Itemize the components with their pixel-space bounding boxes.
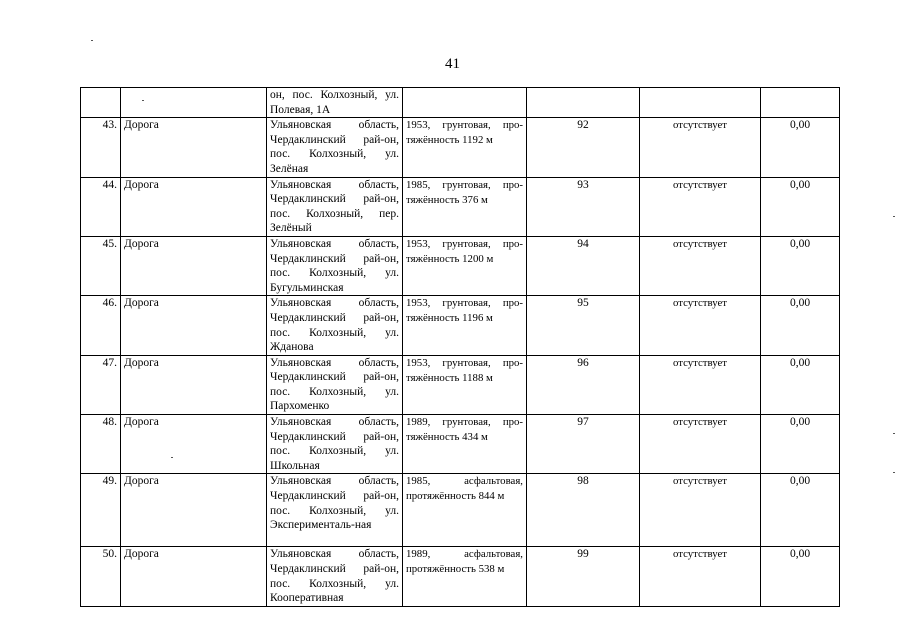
cell-number xyxy=(81,88,121,118)
cell-inventory-number: 97 xyxy=(527,415,640,474)
cell-encumbrance xyxy=(640,88,761,118)
cell-inventory-number: 94 xyxy=(527,236,640,295)
cell-encumbrance: отсутствует xyxy=(640,118,761,177)
cell-value: 0,00 xyxy=(761,177,840,236)
cell-description: 1989, грунтовая, про-тяжённость 434 м xyxy=(403,415,527,474)
cell-name: Дорога xyxy=(121,355,267,414)
cell-number: 50. xyxy=(81,547,121,606)
cell-number: 45. xyxy=(81,236,121,295)
cell-value: 0,00 xyxy=(761,355,840,414)
page-number: 41 xyxy=(445,56,460,72)
table-row xyxy=(81,177,840,236)
cell-inventory-number: 98 xyxy=(527,474,640,547)
cell-description: 1953, грунтовая, про-тяжённость 1188 м xyxy=(403,355,527,414)
cell-inventory-number: 93 xyxy=(527,177,640,236)
cell-encumbrance: отсутствует xyxy=(640,355,761,414)
cell-name xyxy=(121,88,267,118)
cell-inventory-number: 95 xyxy=(527,296,640,355)
cell-description: 1985, асфальтовая, протяжённость 844 м xyxy=(403,474,527,547)
table-row xyxy=(81,118,840,177)
table-row xyxy=(81,236,840,295)
cell-description: 1989, асфальтовая, протяжённость 538 м xyxy=(403,547,527,606)
cell-number: 46. xyxy=(81,296,121,355)
cell-address: Ульяновская область, Чердаклинский рай-он, пос. Колхозный, ул. Жданова xyxy=(267,296,403,355)
cell-name: Дорога xyxy=(121,296,267,355)
cell-address: Ульяновская область, Чердаклинский рай-он, пос. Колхозный, ул. Пархоменко xyxy=(267,355,403,414)
cell-description: 1985, грунтовая, про-тяжённость 376 м xyxy=(403,177,527,236)
cell-value: 0,00 xyxy=(761,118,840,177)
cell-number: 49. xyxy=(81,474,121,547)
table-row xyxy=(81,474,840,547)
cell-value: 0,00 xyxy=(761,296,840,355)
road-registry-table xyxy=(80,87,840,607)
cell-value: 0,00 xyxy=(761,236,840,295)
table-row xyxy=(81,296,840,355)
cell-name: Дорога xyxy=(121,547,267,606)
table-row xyxy=(81,547,840,606)
cell-encumbrance: отсутствует xyxy=(640,474,761,547)
cell-inventory-number xyxy=(527,88,640,118)
scan-speck xyxy=(893,216,895,217)
cell-address: Ульяновская область, Чердаклинский рай-он, пос. Колхозный, ул. Кооперативная xyxy=(267,547,403,606)
cell-address: Ульяновская область, Чердаклинский рай-он, пос. Колхозный, ул. Школьная xyxy=(267,415,403,474)
table-row-continuation xyxy=(81,88,840,118)
table-row xyxy=(81,415,840,474)
cell-encumbrance: отсутствует xyxy=(640,415,761,474)
scan-speck xyxy=(893,433,895,434)
cell-name: Дорога xyxy=(121,236,267,295)
scan-speck xyxy=(893,472,895,473)
cell-number: 43. xyxy=(81,118,121,177)
cell-encumbrance: отсутствует xyxy=(640,296,761,355)
cell-description: 1953, грунтовая, про-тяжённость 1192 м xyxy=(403,118,527,177)
cell-number: 47. xyxy=(81,355,121,414)
cell-description xyxy=(403,88,527,118)
cell-name: Дорога xyxy=(121,474,267,547)
cell-inventory-number: 92 xyxy=(527,118,640,177)
cell-number: 48. xyxy=(81,415,121,474)
cell-encumbrance: отсутствует xyxy=(640,236,761,295)
cell-name: Дорога xyxy=(121,118,267,177)
cell-value: 0,00 xyxy=(761,547,840,606)
cell-address: Ульяновская область, Чердаклинский рай-он, пос. Колхозный, пер. Зелёный xyxy=(267,177,403,236)
cell-inventory-number: 96 xyxy=(527,355,640,414)
cell-inventory-number: 99 xyxy=(527,547,640,606)
table-row xyxy=(81,355,840,414)
cell-value xyxy=(761,88,840,118)
cell-value: 0,00 xyxy=(761,415,840,474)
cell-encumbrance: отсутствует xyxy=(640,177,761,236)
cell-value: 0,00 xyxy=(761,474,840,547)
cell-encumbrance: отсутствует xyxy=(640,547,761,606)
cell-address: Ульяновская область, Чердаклинский рай-он, пос. Колхозный, ул. Бугульминская xyxy=(267,236,403,295)
cell-name: Дорога xyxy=(121,415,267,474)
cell-description: 1953, грунтовая, про-тяжённость 1200 м xyxy=(403,236,527,295)
cell-address: он, пос. Колхозный, ул. Полевая, 1А xyxy=(267,88,403,118)
cell-description: 1953, грунтовая, про-тяжённость 1196 м xyxy=(403,296,527,355)
scan-speck xyxy=(91,40,93,41)
cell-address: Ульяновская область, Чердаклинский рай-он, пос. Колхозный, ул. Зелёная xyxy=(267,118,403,177)
cell-name: Дорога xyxy=(121,177,267,236)
cell-number: 44. xyxy=(81,177,121,236)
cell-address: Ульяновская область, Чердаклинский рай-он, пос. Колхозный, ул. Эксперименталь-ная xyxy=(267,474,403,547)
